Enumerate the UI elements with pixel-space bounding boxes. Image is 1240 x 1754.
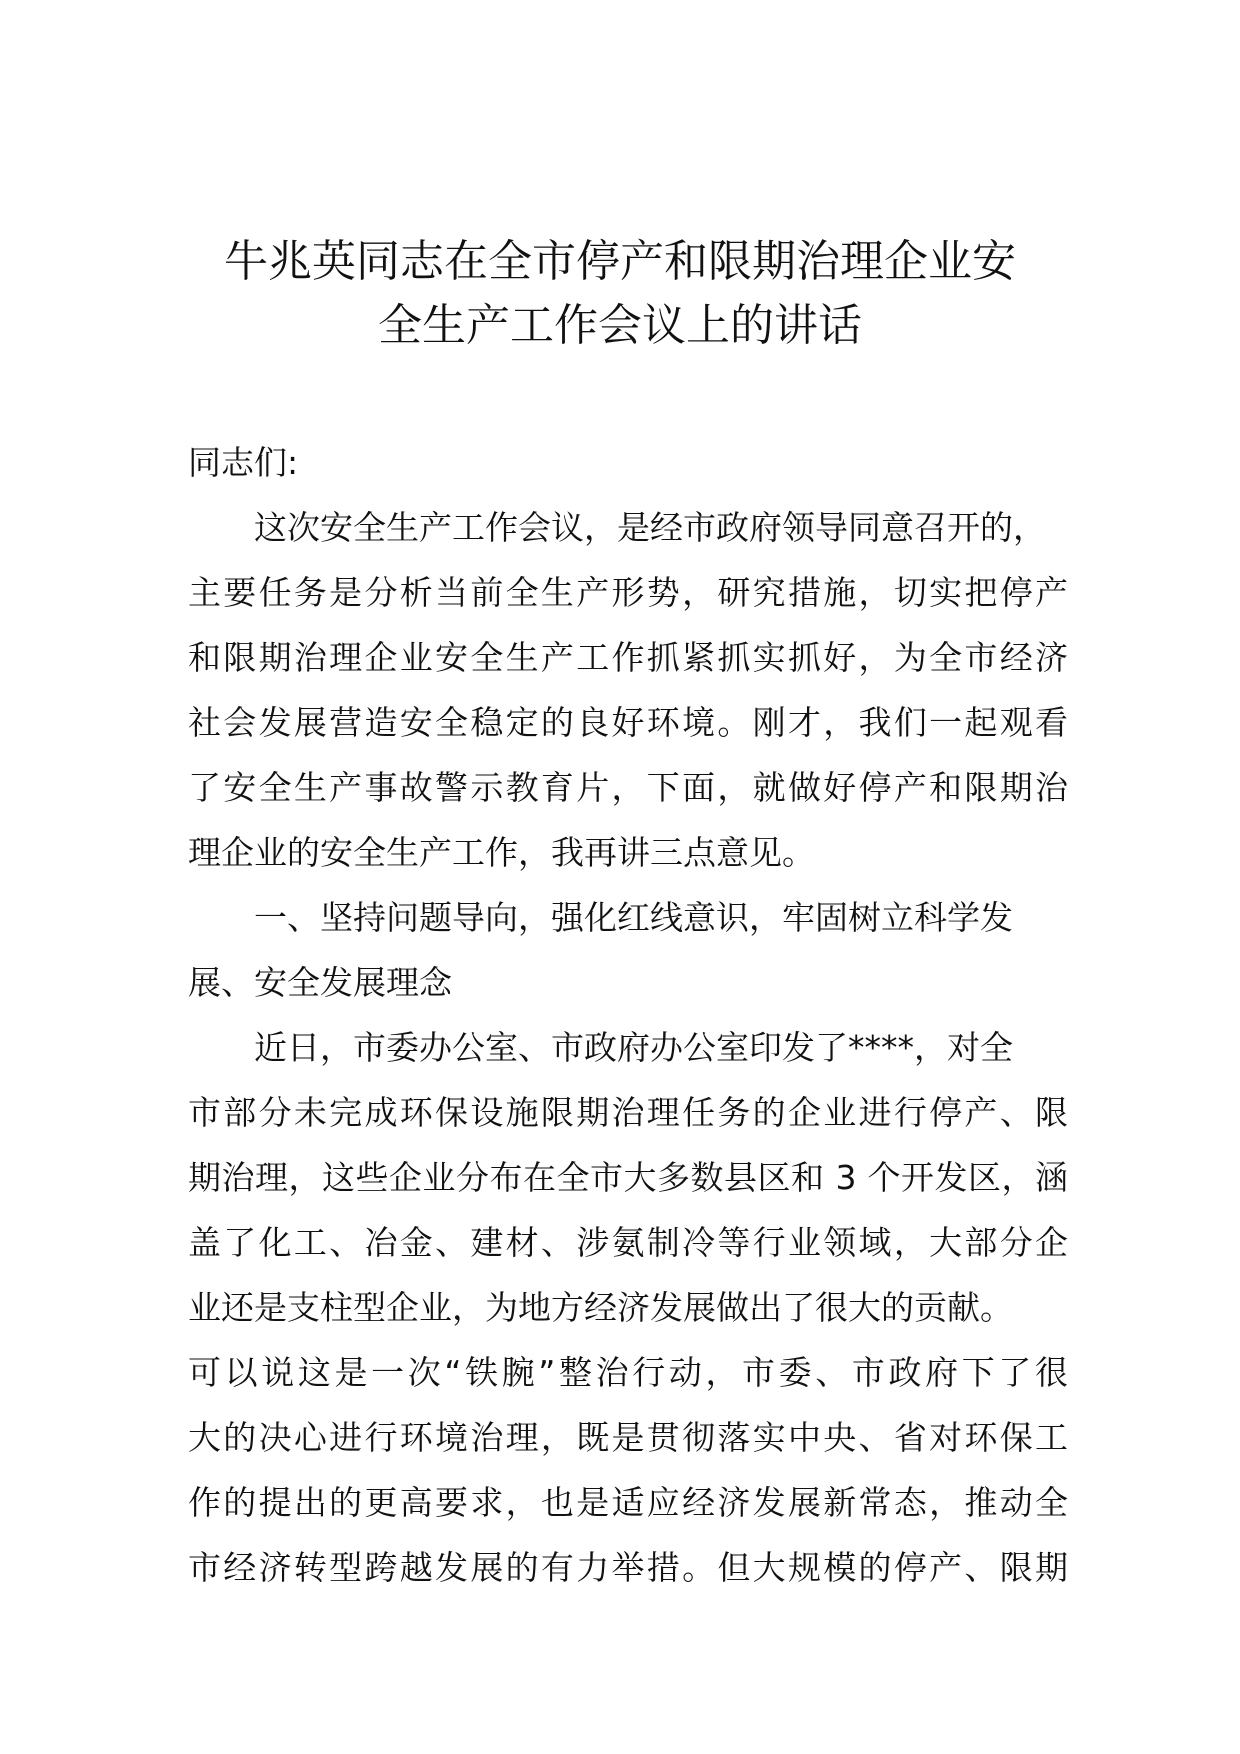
title-line-2: 全生产工作会议上的讲话 — [378, 300, 862, 351]
body-line: 大的决心进行环境治理，既是贯彻落实中央、省对环保工 — [188, 1418, 1068, 1457]
body-line: 市部分未完成环保设施限期治理任务的企业进行停产、限 — [188, 1093, 1068, 1132]
salutation: 同志们: — [188, 443, 299, 482]
document-title — [150, 230, 1090, 358]
document-body — [188, 430, 1068, 1600]
section-heading-line: 展、安全发展理念 — [188, 963, 452, 1002]
section-heading-line: 一、坚持问题导向，强化红线意识，牢固树立科学发 — [254, 898, 1013, 937]
body-line: 这次安全生产工作会议，是经市政府领导同意召开的， — [254, 508, 1046, 547]
body-line: 近日，市委办公室、市政府办公室印发了****，对全 — [254, 1028, 1013, 1067]
body-line: 作的提出的更高要求，也是适应经济发展新常态，推动全 — [188, 1483, 1068, 1522]
body-line: 了安全生产事故警示教育片，下面，就做好停产和限期治 — [188, 768, 1068, 807]
body-line: 主要任务是分析当前全生产形势，研究措施，切实把停产 — [188, 573, 1068, 612]
body-line: 可以说这是一次“铁腕”整治行动，市委、市政府下了很 — [188, 1353, 1068, 1392]
body-line: 社会发展营造安全稳定的良好环境。刚才，我们一起观看 — [188, 703, 1068, 742]
body-line: 市经济转型跨越发展的有力举措。但大规模的停产、限期 — [188, 1548, 1068, 1587]
body-line: 期治理，这些企业分布在全市大多数县区和 3 个开发区，涵 — [188, 1158, 1068, 1197]
body-line: 和限期治理企业安全生产工作抓紧抓实抓好，为全市经济 — [188, 638, 1068, 677]
body-line: 盖了化工、冶金、建材、涉氨制冷等行业领域，大部分企 — [188, 1223, 1068, 1262]
body-line: 理企业的安全生产工作，我再讲三点意见。 — [188, 833, 815, 872]
title-line-1: 牛兆英同志在全市停产和限期治理企业安 — [224, 236, 1016, 287]
body-line: 业还是支柱型企业，为地方经济发展做出了很大的贡献。 — [188, 1288, 1013, 1327]
